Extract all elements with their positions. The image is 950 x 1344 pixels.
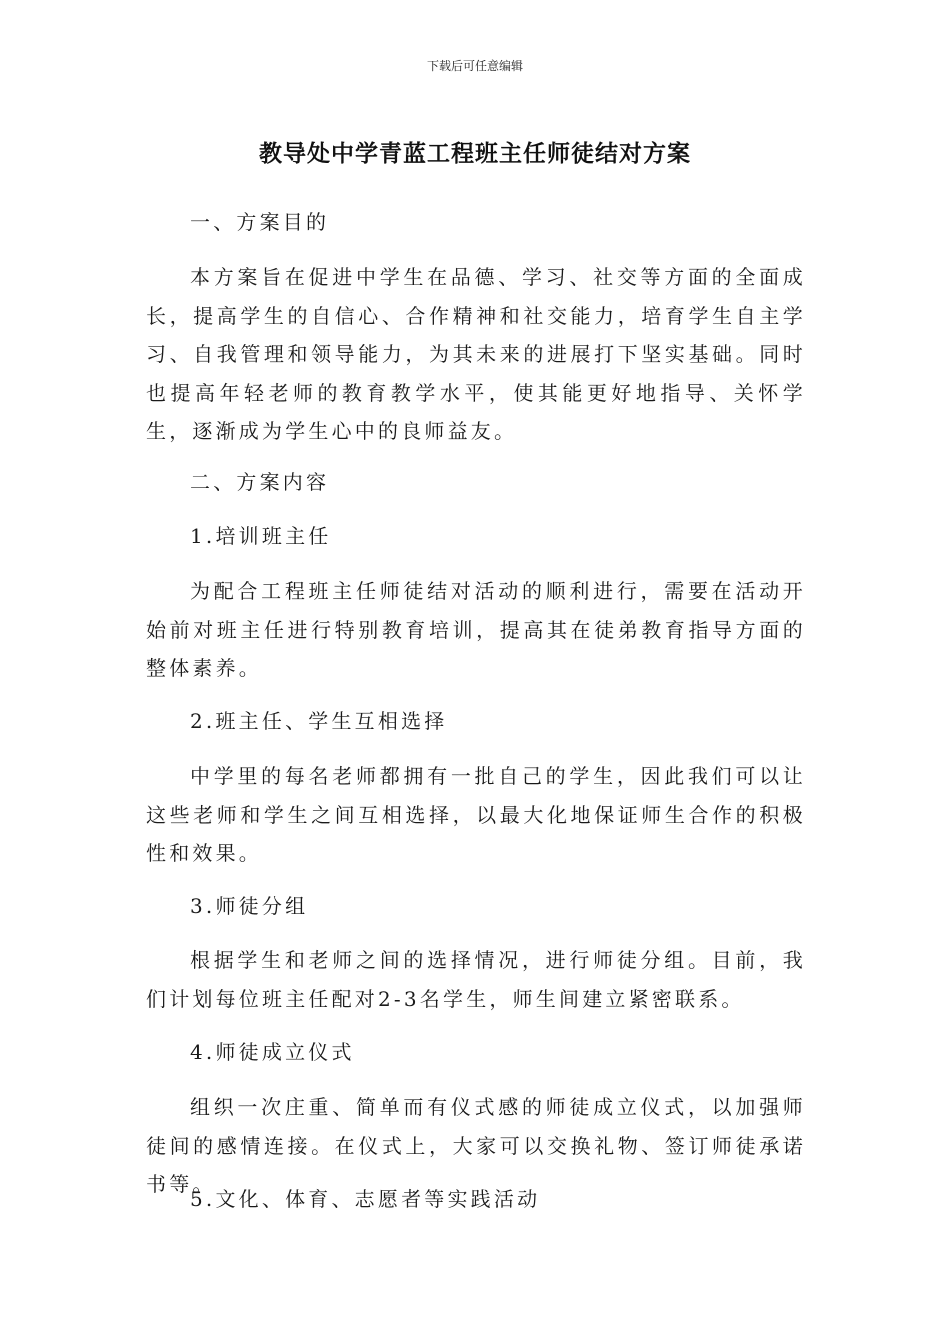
download-note: 下载后可任意编辑 [426,59,523,73]
paragraph-grouping: 根据学生和老师之间的选择情况，进行师徒分组。目前，我们计划每位班主任配对2-3名学生，师生间建立紧密联系。 [146,948,806,1011]
paragraph-purpose: 本方案旨在促进中学生在品德、学习、社交等方面的全面成长，提高学生的自信心、合作精神和社交能力，培育学生自主学习、自我管理和领导能力，为其未来的进展打下坚实基础。同时也提高年轻老师的教育教学水平，使其能更好地指导、关怀学生，逐渐成为学生心中的良师益友。 [146,265,806,443]
paragraph-training: 为配合工程班主任师徒结对活动的顺利进行，需要在活动开始前对班主任进行特别教育培训，提高其在徒弟教育指导方面的整体素养。 [146,579,806,680]
section-heading-content: 二、方案内容 [190,470,330,494]
paragraph-mutual-selection: 中学里的每名老师都拥有一批自己的学生，因此我们可以让这些老师和学生之间互相选择，以最大化地保证师生合作的积极性和效果。 [146,764,806,865]
item-heading-activities: 5.文化、体育、志愿者等实践活动 [190,1187,541,1211]
section-heading-purpose: 一、方案目的 [190,210,330,234]
document-title: 教导处中学青蓝工程班主任师徒结对方案 [259,141,691,167]
item-heading-grouping: 3.师徒分组 [190,894,309,918]
paragraph-ceremony: 组织一次庄重、简单而有仪式感的师徒成立仪式，以加强师徒间的感情连接。在仪式上，大家可以交换礼物、签订师徒承诺书等。 [146,1095,806,1196]
item-heading-ceremony: 4.师徒成立仪式 [190,1040,355,1064]
item-heading-training: 1.培训班主任 [190,524,332,548]
item-heading-mutual-selection: 2.班主任、学生互相选择 [190,709,448,733]
